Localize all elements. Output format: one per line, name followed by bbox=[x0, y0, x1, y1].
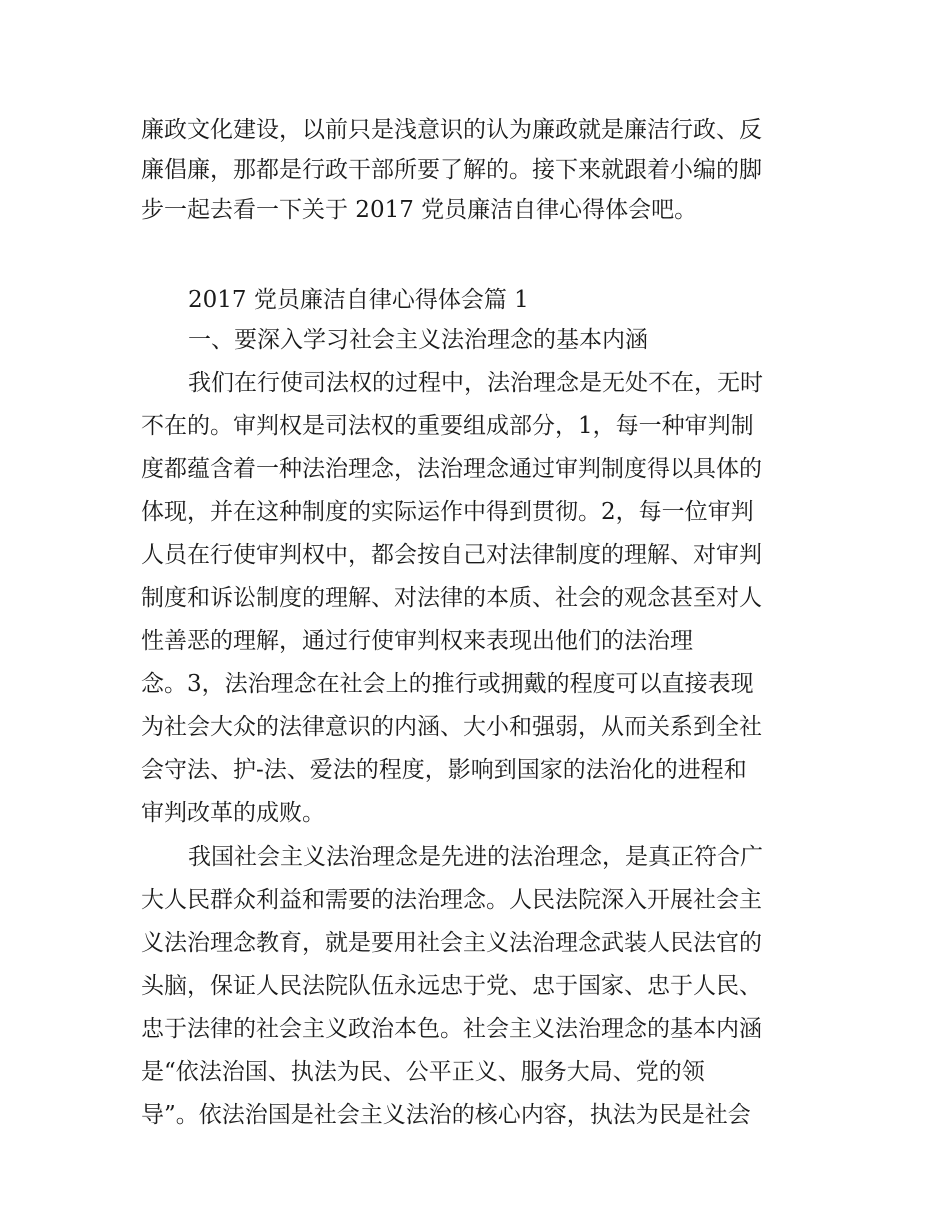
paragraph-line: 大人民群众利益和需要的法治理念。人民法院深入开展社会主 bbox=[141, 887, 762, 913]
intro-line: 廉倡廉，那都是行政干部所要了解的。接下来就跟着小编的脚 bbox=[141, 157, 762, 183]
intro-line: 步一起去看一下关于 2017 党员廉洁自律心得体会吧。 bbox=[141, 197, 698, 223]
paragraph-line: 人员在行使审判权中，都会按自己对法律制度的理解、对审判 bbox=[141, 542, 762, 568]
paragraph-line: 不在的。审判权是司法权的重要组成部分，1，每一种审判制 bbox=[141, 413, 754, 439]
paragraph-line: 我们在行使司法权的过程中，法治理念是无处不在，无时 bbox=[188, 370, 763, 396]
section-heading: 一、要深入学习社会主义法治理念的基本内涵 bbox=[188, 327, 648, 353]
section-title: 2017 党员廉洁自律心得体会篇 1 bbox=[188, 287, 529, 313]
paragraph-line: 忠于法律的社会主义政治本色。社会主义法治理念的基本内涵 bbox=[141, 1016, 762, 1042]
paragraph-line: 制度和诉讼制度的理解、对法律的本质、社会的观念甚至对人 bbox=[141, 585, 762, 611]
intro-line: 廉政文化建设，以前只是浅意识的认为廉政就是廉洁行政、反 bbox=[141, 117, 762, 143]
paragraph-line: 会守法、护-法、爱法的程度，影响到国家的法治化的进程和 bbox=[141, 757, 747, 783]
paragraph-line: 审判改革的成败。 bbox=[141, 800, 325, 826]
paragraph-line: 是“依法治国、执法为民、公平正义、服务大局、党的领 bbox=[141, 1059, 705, 1085]
paragraph-line: 念。3，法治理念在社会上的推行或拥戴的程度可以直接表现 bbox=[141, 671, 754, 697]
paragraph-line: 体现，并在这种制度的实际运作中得到贯彻。2，每一位审判 bbox=[141, 499, 754, 525]
paragraph-line: 度都蕴含着一种法治理念，法治理念通过审判制度得以具体的 bbox=[141, 456, 762, 482]
paragraph-line: 性善恶的理解，通过行使审判权来表现出他们的法治理 bbox=[141, 628, 693, 654]
paragraph-line: 导”。依法治国是社会主义法治的核心内容，执法为民是社会 bbox=[141, 1102, 751, 1128]
paragraph-line: 头脑，保证人民法院队伍永远忠于党、忠于国家、忠于人民、 bbox=[141, 973, 762, 999]
paragraph-line: 我国社会主义法治理念是先进的法治理念，是真正符合广 bbox=[188, 844, 763, 870]
paragraph-line: 为社会大众的法律意识的内涵、大小和强弱，从而关系到全社 bbox=[141, 714, 762, 740]
paragraph-line: 义法治理念教育，就是要用社会主义法治理念武装人民法官的 bbox=[141, 930, 762, 956]
